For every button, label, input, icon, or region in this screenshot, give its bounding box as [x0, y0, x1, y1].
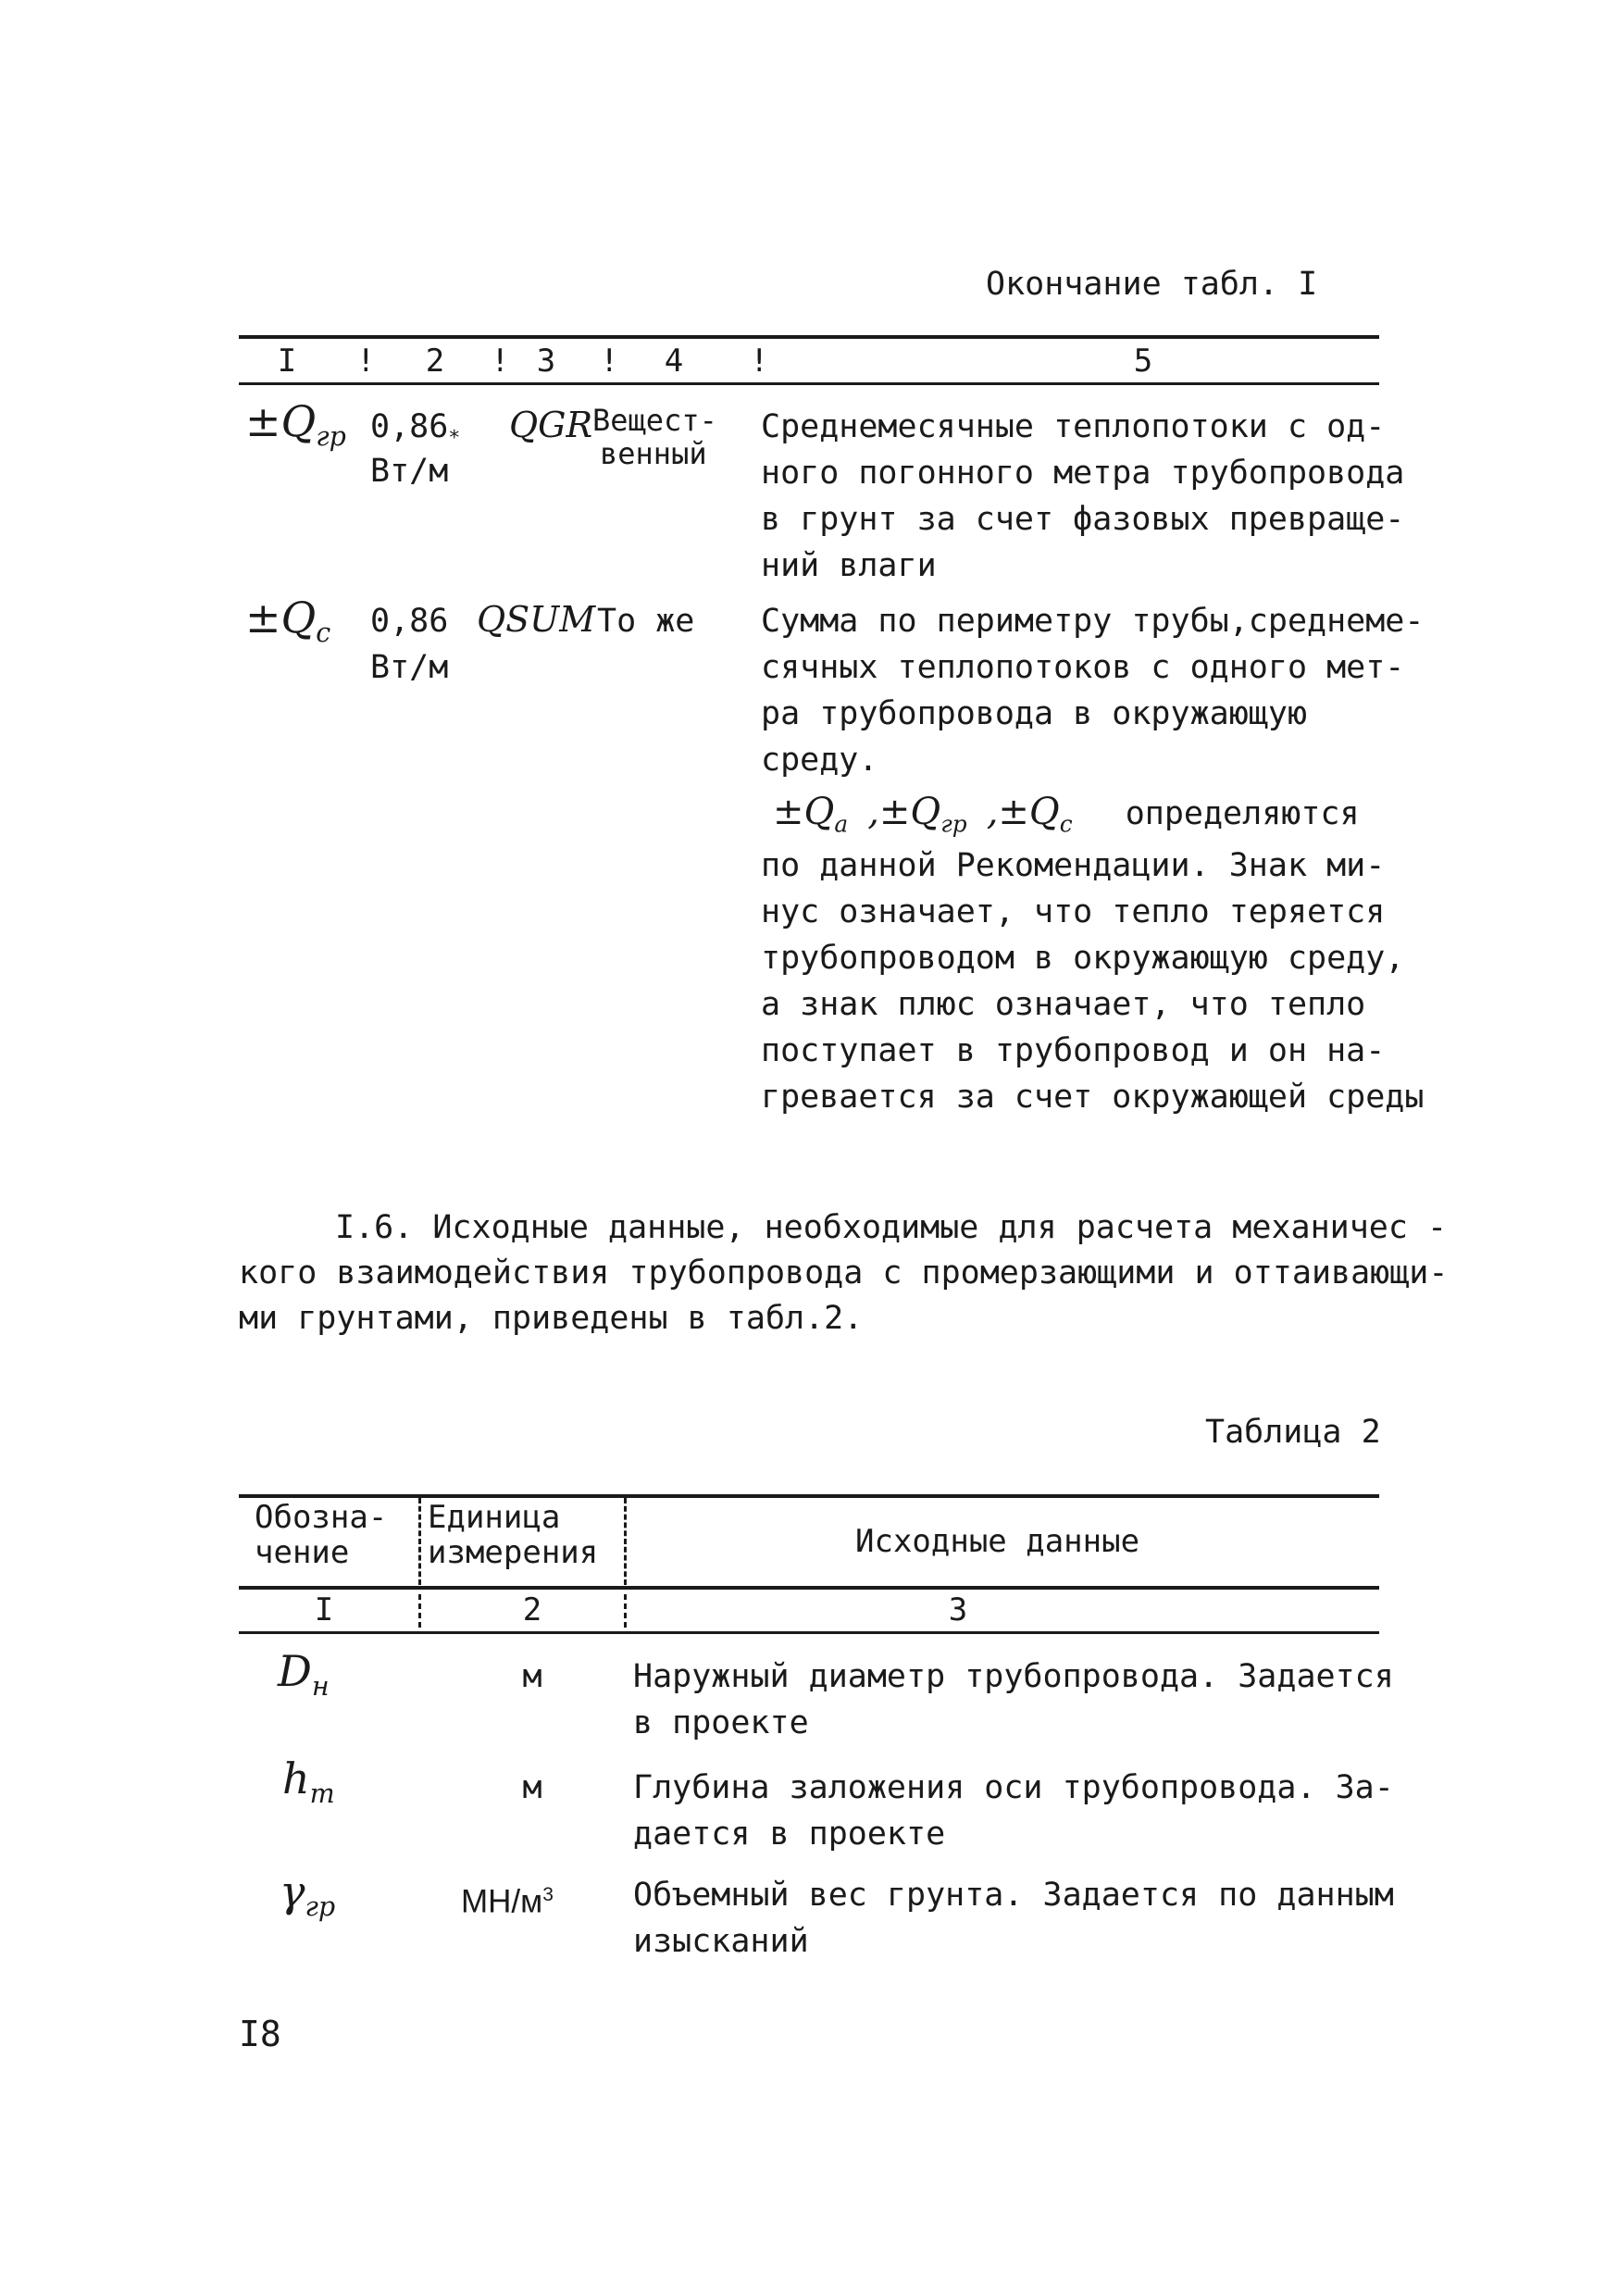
- unit-cell: м: [522, 1658, 542, 1695]
- code-cell: QSUM: [477, 599, 596, 640]
- table2-header-divider: [418, 1498, 421, 1585]
- formula-line: $\pm Q_a$ $,\pm Q_{гр}$ $,\pm Q_c$ определяются: [773, 791, 1360, 838]
- description-cell: Глубина заложения оси трубопровода. За- дается в проекте: [633, 1769, 1394, 1853]
- table1-top-rule: [239, 335, 1379, 339]
- symbol-q-c: $\pm Q_c$: [245, 593, 331, 648]
- table1-header-col3: 3: [536, 343, 556, 380]
- table2-header-rule: [239, 1586, 1379, 1590]
- table1-caption: Окончание табл. I: [986, 266, 1318, 303]
- description-cell: Объемный вес грунта. Задается по данным изысканий: [633, 1877, 1394, 1960]
- table1-header-sep: !: [750, 343, 769, 380]
- table1-header-col1: I: [277, 343, 297, 380]
- unit-cell: $МН/м^3$: [461, 1883, 554, 1920]
- table1-header-col5: 5: [1133, 343, 1153, 380]
- description-cell: Наружный диаметр трубопровода. Задается в проекте: [633, 1658, 1394, 1741]
- unit-cell: Вт/м: [370, 649, 449, 686]
- description-cell: Среднемесячные теплопотоки с од- ного погонного метра трубопровода в грунт за счет фазовых превраще- ний влаги: [761, 408, 1405, 584]
- symbol-d-n: $D_н$: [278, 1646, 330, 1702]
- table2-number-divider: [418, 1594, 421, 1628]
- symbol-h-t: $h_т$: [282, 1753, 335, 1809]
- header-unit: Единица измерения: [428, 1499, 599, 1571]
- symbol-q-gr: $\pm Q_{гр}$: [245, 396, 346, 452]
- table1-header-sep: !: [491, 343, 510, 380]
- table1-header-col4: 4: [664, 343, 684, 380]
- table1-header-sep: !: [600, 343, 619, 380]
- value-cell: $0,86_*$: [370, 408, 461, 450]
- symbol-gamma-gr: $\gamma_{гр}$: [280, 1866, 336, 1922]
- table2-number-col2: 2: [522, 1591, 542, 1628]
- header-designation: Обозна- чение: [255, 1499, 388, 1571]
- table1-header-sep: !: [356, 343, 376, 380]
- table2-header-divider: [624, 1498, 627, 1585]
- table2-number-col1: I: [314, 1591, 334, 1628]
- header-source-data: Исходные данные: [855, 1523, 1140, 1560]
- table2-top-rule: [239, 1494, 1379, 1498]
- table2-number-rule: [239, 1631, 1379, 1634]
- table2-number-divider: [624, 1594, 627, 1628]
- code-cell: QGR: [509, 405, 593, 445]
- description-cell: Сумма по периметру трубы,среднеме- сячных теплопотоков с одного мет- ра трубопровода в окружающую среду.: [761, 603, 1425, 779]
- unit-cell: Вт/м: [370, 453, 449, 490]
- table1-header-col2: 2: [425, 343, 445, 380]
- paragraph-1-6: I.6. Исходные данные, необходимые для расчета механичес - кого взаимодействия трубопровода с промерзающими и оттаивающи- ми грунтами, приведены в табл.2.: [239, 1209, 1449, 1337]
- table2-number-col3: 3: [948, 1591, 968, 1628]
- type-cell: Вещест- венный: [592, 403, 717, 471]
- unit-cell: м: [522, 1769, 542, 1806]
- page-number: I8: [239, 2014, 281, 2054]
- type-cell: То же: [597, 603, 695, 640]
- value-cell: 0,86: [370, 603, 449, 640]
- table2-caption: Таблица 2: [1205, 1414, 1381, 1451]
- description-cell-continued: по данной Рекомендации. Знак ми- нус означает, что тепло теряется трубопроводом в окружающую среду, а знак плюс означает, что тепло поступает в трубопровод и он на- гревается за счет окружающей среды: [761, 847, 1425, 1116]
- table1-header-rule: [239, 382, 1379, 385]
